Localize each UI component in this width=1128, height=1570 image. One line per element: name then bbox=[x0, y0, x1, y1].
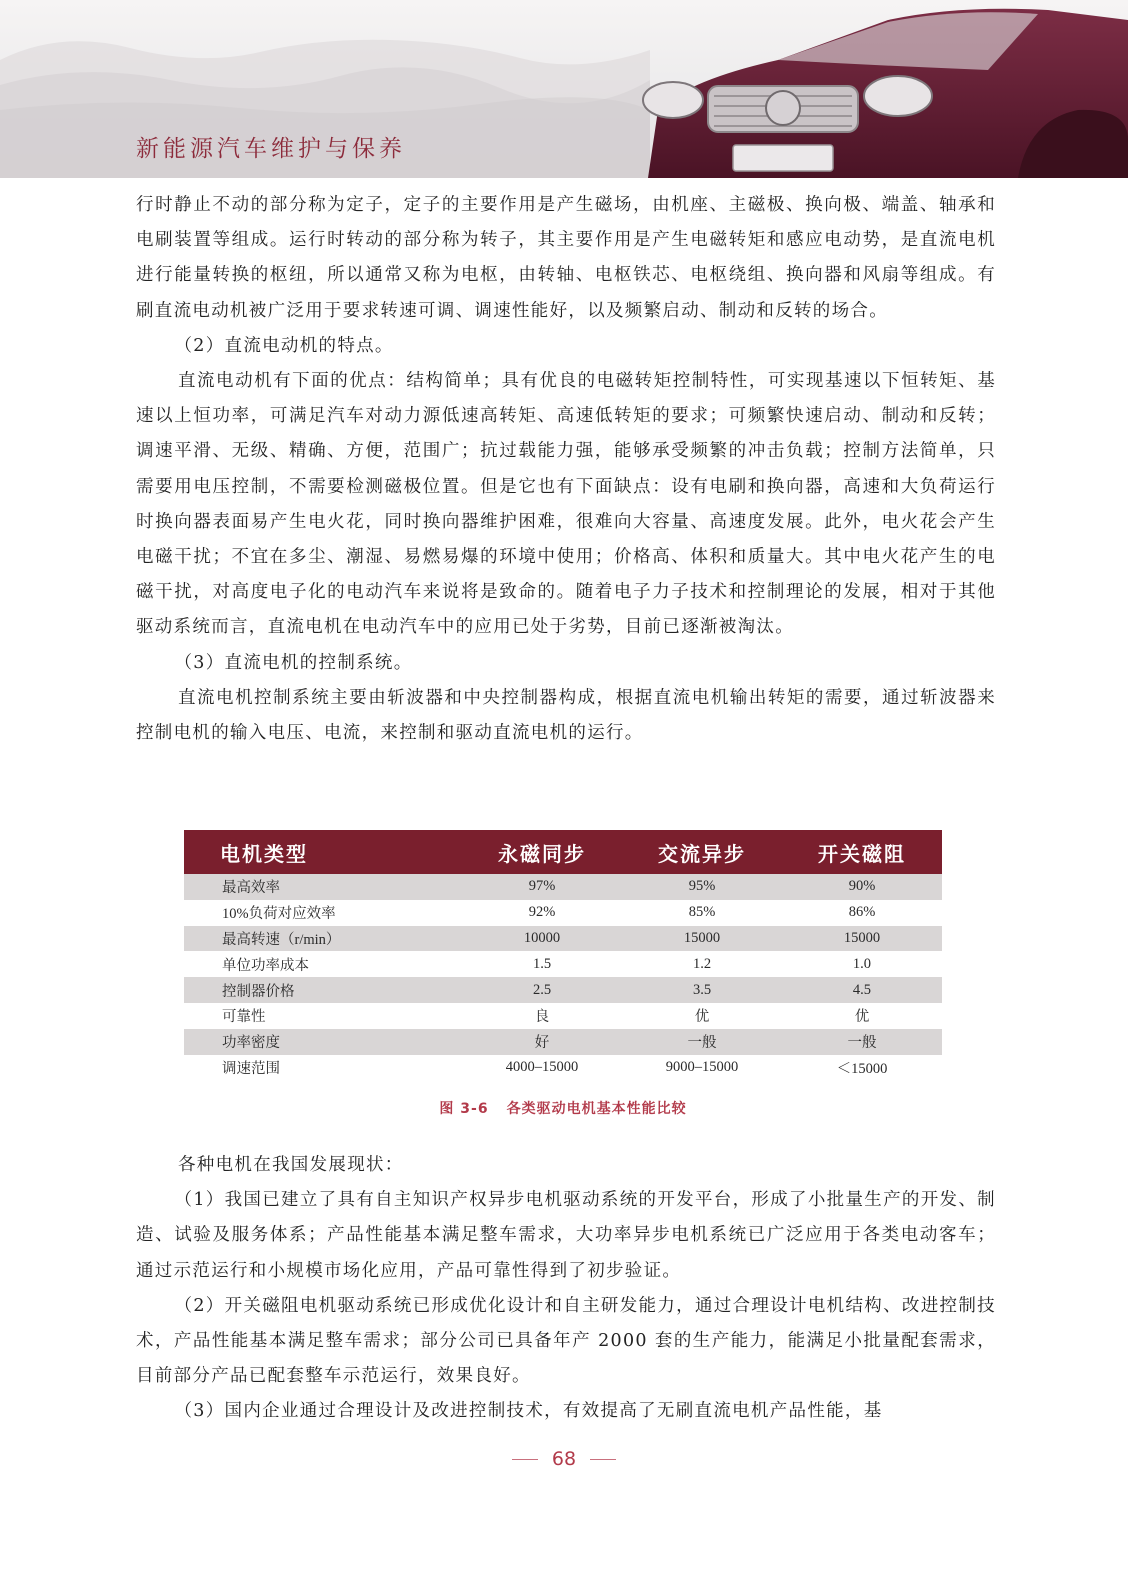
paragraph: 行时静止不动的部分称为定子，定子的主要作用是产生磁场，由机座、主磁极、换向极、端盖、轴承和电刷装置等组成。运行时转动的部分称为转子，其主要作用是产生电磁转矩和感应电动势，是直流电机进行能量转换的枢纽，所以通常又称为电枢，由转轴、电枢铁芯、电枢绕组、换向器和风扇等组成。有刷直流电动机被广泛用于要求转速可调、调速性能好，以及频繁启动、制动和反转的场合。 bbox=[136, 195, 996, 321]
table-cell: 86% bbox=[782, 900, 942, 926]
table-row bbox=[184, 874, 942, 900]
paragraph: 直流电机控制系统主要由斩波器和中央控制器构成，根据直流电机输出转矩的需要，通过斩波器来控制电机的输入电压、电流，来控制和驱动直流电机的运行。 bbox=[136, 687, 996, 744]
table-row bbox=[184, 977, 942, 1003]
table-cell: 好 bbox=[462, 1029, 622, 1055]
divider bbox=[512, 1459, 538, 1460]
table-row bbox=[184, 900, 942, 926]
table-row bbox=[184, 1055, 942, 1081]
table-cell: 10000 bbox=[462, 926, 622, 952]
figure-caption bbox=[184, 1098, 942, 1118]
row-label: 单位功率成本 bbox=[184, 951, 462, 977]
subheading: （2）直流电动机的特点。 bbox=[174, 335, 394, 356]
row-label: 功率密度 bbox=[184, 1029, 462, 1055]
table-cell: 85% bbox=[622, 900, 782, 926]
table-cell: 97% bbox=[462, 874, 622, 900]
table-cell: 1.0 bbox=[782, 951, 942, 977]
table-cell: 1.5 bbox=[462, 951, 622, 977]
table-row bbox=[184, 926, 942, 952]
table-row bbox=[184, 951, 942, 977]
row-label: 控制器价格 bbox=[184, 977, 462, 1003]
row-label: 10%负荷对应效率 bbox=[184, 900, 462, 926]
figure-caption-text: 各类驱动电机基本性能比较 bbox=[506, 1101, 687, 1118]
table-row bbox=[184, 1029, 942, 1055]
paragraph: （3）国内企业通过合理设计及改进控制技术，有效提高了无刷直流电机产品性能，基 bbox=[174, 1401, 883, 1422]
table-cell: 92% bbox=[462, 900, 622, 926]
row-label: 可靠性 bbox=[184, 1003, 462, 1029]
row-label: 调速范围 bbox=[184, 1055, 462, 1081]
column-header: 开关磁阻 bbox=[782, 830, 942, 874]
figure-number: 图 3-6 bbox=[439, 1101, 489, 1118]
table-cell: 一般 bbox=[782, 1029, 942, 1055]
paragraph: （1）我国已建立了具有自主知识产权异步电机驱动系统的开发平台，形成了小批量生产的开发、制造、试验及服务体系；产品性能基本满足整车需求，大功率异步电机系统已广泛应用于各类电动客车；通过示范运行和小规模市场化应用，产品可靠性得到了初步验证。 bbox=[136, 1190, 996, 1281]
page-number: 68 bbox=[551, 1448, 577, 1470]
table-cell: 优 bbox=[782, 1003, 942, 1029]
table-row bbox=[184, 1003, 942, 1029]
body-text-bottom bbox=[136, 1148, 996, 1430]
table-cell: 90% bbox=[782, 874, 942, 900]
page-number-footer bbox=[0, 1448, 1128, 1470]
table-cell: 2.5 bbox=[462, 977, 622, 1003]
motor-comparison-table bbox=[184, 830, 942, 1080]
table-cell: 一般 bbox=[622, 1029, 782, 1055]
table-cell: ＜15000 bbox=[782, 1055, 942, 1081]
subheading: （3）直流电机的控制系统。 bbox=[174, 652, 413, 673]
car-image bbox=[628, 0, 1128, 178]
divider bbox=[590, 1459, 616, 1460]
figure-3-6 bbox=[184, 830, 942, 1118]
table-cell: 15000 bbox=[622, 926, 782, 952]
table-cell: 15000 bbox=[782, 926, 942, 952]
table-cell: 4.5 bbox=[782, 977, 942, 1003]
paragraph: （2）开关磁阻电机驱动系统已形成优化设计和自主研发能力，通过合理设计电机结构、改进控制技术，产品性能基本满足整车需求；部分公司已具备年产 2000 套的生产能力，能满足小批量配套需求，目前部分产品已配套整车示范运行，效果良好。 bbox=[136, 1295, 996, 1387]
table-header-row bbox=[184, 830, 942, 874]
column-header: 永磁同步 bbox=[462, 830, 622, 874]
paragraph: 各种电机在我国发展现状： bbox=[178, 1155, 404, 1175]
paragraph: 直流电动机有下面的优点：结构简单；具有优良的电磁转矩控制特性，可实现基速以下恒转矩、基速以上恒功率，可满足汽车对动力源低速高转矩、高速低转矩的要求；可频繁快速启动、制动和反转；调速平滑、无级、精确、方便，范围广；抗过载能力强，能够承受频繁的冲击负载；控制方法简单，只需要用电压控制，不需要检测磁极位置。但是它也有下面缺点：设有电刷和换向器，高速和大负荷运行时换向器表面易产生电火花，同时换向器维护困难，很难向大容量、高速度发展。此外，电火花会产生电磁干扰；不宜在多尘、潮湿、易燃易爆的环境中使用；价格高、体积和质量大。其中电火花产生的电磁干扰，对高度电子化的电动汽车来说将是致命的。随着电子力子技术和控制理论的发展，相对于其他驱动系统而言，直流电机在电动汽车中的应用已处于劣势，目前已逐渐被淘汰。 bbox=[136, 371, 996, 638]
table-cell: 9000–15000 bbox=[622, 1055, 782, 1081]
column-header: 交流异步 bbox=[622, 830, 782, 874]
table-cell: 优 bbox=[622, 1003, 782, 1029]
table-cell: 4000–15000 bbox=[462, 1055, 622, 1081]
table-cell: 95% bbox=[622, 874, 782, 900]
table-cell: 3.5 bbox=[622, 977, 782, 1003]
table-cell: 1.2 bbox=[622, 951, 782, 977]
book-title: 新能源汽车维护与保养 bbox=[136, 136, 406, 162]
row-label: 最高效率 bbox=[184, 874, 462, 900]
table-cell: 良 bbox=[462, 1003, 622, 1029]
body-text-top bbox=[136, 188, 996, 751]
column-header: 电机类型 bbox=[184, 830, 462, 874]
row-label: 最高转速（r/min） bbox=[184, 926, 462, 952]
page-header-banner bbox=[0, 0, 1128, 178]
